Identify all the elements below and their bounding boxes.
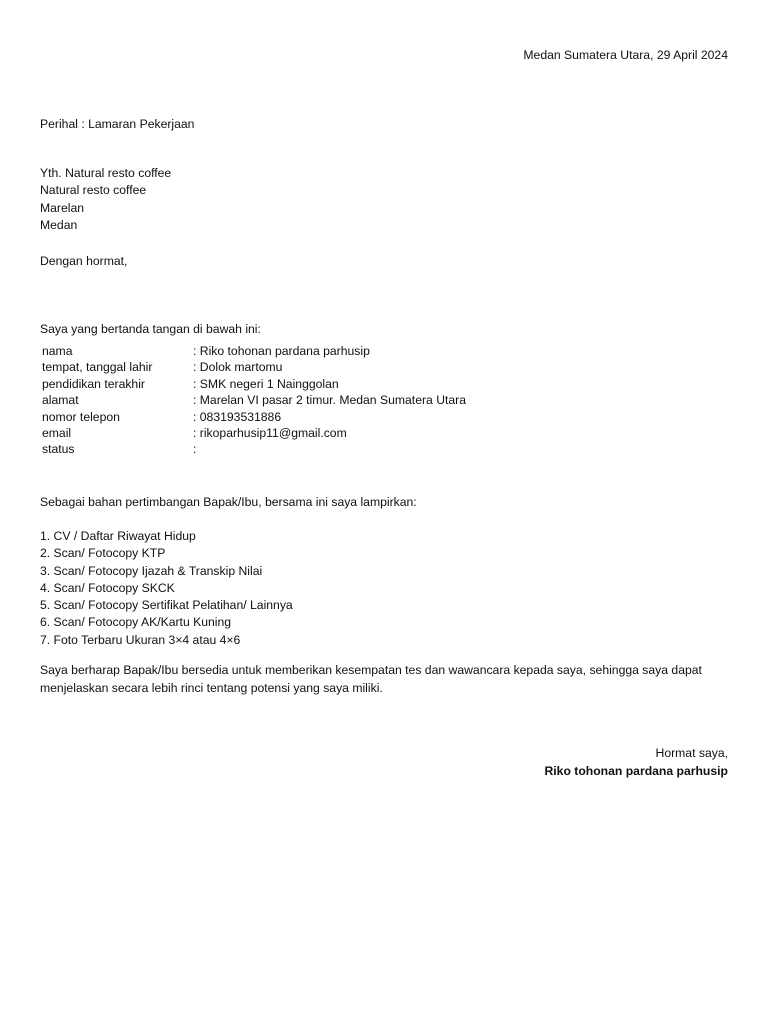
identity-row bbox=[42, 392, 466, 408]
greeting: Dengan hormat, bbox=[40, 254, 128, 268]
identity-label: nama bbox=[42, 344, 73, 358]
attachment-item: 3. Scan/ Fotocopy Ijazah & Transkip Nilai bbox=[40, 563, 263, 578]
recipient-line: Yth. Natural resto coffee bbox=[40, 166, 172, 180]
identity-label: tempat, tanggal lahir bbox=[42, 360, 153, 375]
identity-row bbox=[42, 376, 466, 392]
attachment-item: 1. CV / Daftar Riwayat Hidup bbox=[40, 529, 196, 543]
identity-row bbox=[42, 359, 466, 375]
identity-value: : Riko tohonan pardana parhusip bbox=[193, 343, 370, 359]
attachments-intro: Sebagai bahan pertimbangan Bapak/Ibu, bersama ini saya lampirkan: bbox=[40, 495, 417, 509]
identity-value: : SMK negeri 1 Nainggolan bbox=[193, 376, 339, 392]
identity-label: status bbox=[42, 442, 75, 457]
closing-paragraph: Saya berharap Bapak/Ibu bersedia untuk memberikan kesempatan tes dan wawancara kepada saya, sehingga saya dapat menjelaskan secara lebih rinci tentang potensi yang saya miliki. bbox=[40, 663, 702, 695]
identity-row bbox=[42, 425, 466, 441]
identity-row bbox=[42, 409, 466, 425]
identity-label: email bbox=[42, 425, 72, 440]
subject-line: Perihal : Lamaran Pekerjaan bbox=[40, 117, 195, 131]
identity-row bbox=[42, 343, 466, 359]
identity-table bbox=[42, 343, 466, 458]
identity-value: : Marelan VI pasar 2 timur. Medan Sumatera Utara bbox=[193, 392, 466, 408]
identity-value bbox=[193, 441, 196, 457]
sign-off: Hormat saya, bbox=[655, 746, 728, 760]
identity-label: pendidikan terakhir bbox=[42, 376, 145, 391]
attachments-list bbox=[40, 528, 293, 649]
place-date: Medan Sumatera Utara, 29 April 2024 bbox=[523, 48, 728, 62]
recipient-block bbox=[40, 165, 171, 234]
identity-label: alamat bbox=[42, 393, 79, 408]
recipient-line: Medan bbox=[40, 217, 78, 232]
signatory-name: Riko tohonan pardana parhusip bbox=[544, 764, 728, 778]
identity-value: : Dolok martomu bbox=[193, 359, 282, 375]
identity-value: : rikoparhusip11@gmail.com bbox=[193, 425, 347, 441]
attachment-item: 6. Scan/ Fotocopy AK/Kartu Kuning bbox=[40, 615, 232, 630]
identity-value: : 083193531886 bbox=[193, 409, 281, 425]
attachment-item: 4. Scan/ Fotocopy SKCK bbox=[40, 580, 175, 595]
attachment-item: 7. Foto Terbaru Ukuran 3×4 atau 4×6 bbox=[40, 632, 241, 647]
intro-line: Saya yang bertanda tangan di bawah ini: bbox=[40, 322, 261, 336]
attachment-item: 2. Scan/ Fotocopy KTP bbox=[40, 546, 166, 561]
recipient-line: Marelan bbox=[40, 200, 85, 215]
identity-row bbox=[42, 441, 466, 457]
identity-label: nomor telepon bbox=[42, 409, 120, 424]
attachment-item: 5. Scan/ Fotocopy Sertifikat Pelatihan/ Lainnya bbox=[40, 598, 293, 613]
recipient-line: Natural resto coffee bbox=[40, 183, 147, 198]
